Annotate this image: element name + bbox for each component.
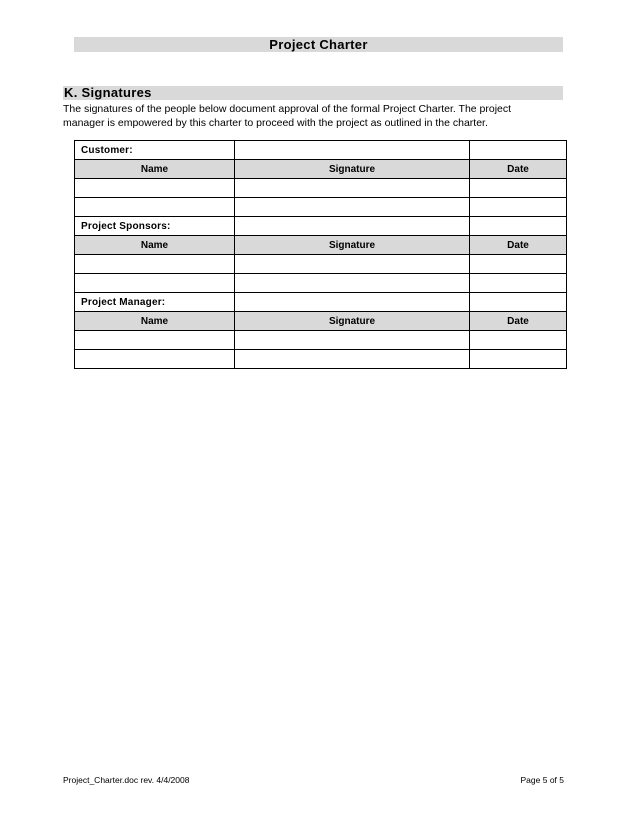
name-cell[interactable]	[75, 274, 235, 293]
table-row	[75, 274, 567, 293]
column-header-row	[75, 236, 567, 255]
table-row	[75, 331, 567, 350]
name-cell[interactable]	[75, 331, 235, 350]
empty-cell	[235, 141, 470, 160]
column-header-row	[75, 160, 567, 179]
column-header-signature: Signature	[235, 236, 470, 255]
footer-document-info: Project_Charter.doc rev. 4/4/2008	[63, 775, 190, 785]
group-label-customer: Customer:	[75, 141, 235, 160]
footer-page-number: Page 5 of 5	[520, 775, 564, 785]
empty-cell	[470, 217, 567, 236]
date-cell[interactable]	[470, 331, 567, 350]
signature-cell[interactable]	[235, 331, 470, 350]
name-cell[interactable]	[75, 198, 235, 217]
group-label-manager: Project Manager:	[75, 293, 235, 312]
empty-cell	[235, 217, 470, 236]
table-row	[75, 255, 567, 274]
name-cell[interactable]	[75, 255, 235, 274]
signature-cell[interactable]	[235, 274, 470, 293]
empty-cell	[470, 293, 567, 312]
name-cell[interactable]	[75, 179, 235, 198]
date-cell[interactable]	[470, 198, 567, 217]
empty-cell	[235, 293, 470, 312]
name-cell[interactable]	[75, 350, 235, 369]
column-header-date: Date	[470, 160, 567, 179]
date-cell[interactable]	[470, 255, 567, 274]
table-row	[75, 179, 567, 198]
column-header-date: Date	[470, 312, 567, 331]
column-header-name: Name	[75, 236, 235, 255]
date-cell[interactable]	[470, 274, 567, 293]
section-title: K. Signatures	[63, 86, 563, 100]
date-cell[interactable]	[470, 350, 567, 369]
date-cell[interactable]	[470, 179, 567, 198]
empty-cell	[470, 141, 567, 160]
signature-cell[interactable]	[235, 255, 470, 274]
signature-cell[interactable]	[235, 198, 470, 217]
intro-line-1: The signatures of the people below document approval of the formal Project Charter. The project	[63, 103, 512, 115]
column-header-signature: Signature	[235, 312, 470, 331]
signatures-table	[74, 140, 567, 369]
signature-cell[interactable]	[235, 350, 470, 369]
table-row	[75, 198, 567, 217]
column-header-name: Name	[75, 312, 235, 331]
intro-line-2: manager is empowered by this charter to proceed with the project as outlined in the charter.	[63, 117, 488, 129]
table-row	[75, 350, 567, 369]
column-header-name: Name	[75, 160, 235, 179]
group-row-customer	[75, 141, 567, 160]
column-header-date: Date	[470, 236, 567, 255]
column-header-row	[75, 312, 567, 331]
group-row-manager	[75, 293, 567, 312]
group-label-sponsors: Project Sponsors:	[75, 217, 235, 236]
page-header-title: Project Charter	[74, 37, 563, 52]
signature-cell[interactable]	[235, 179, 470, 198]
group-row-sponsors	[75, 217, 567, 236]
section-intro	[63, 102, 563, 130]
column-header-signature: Signature	[235, 160, 470, 179]
